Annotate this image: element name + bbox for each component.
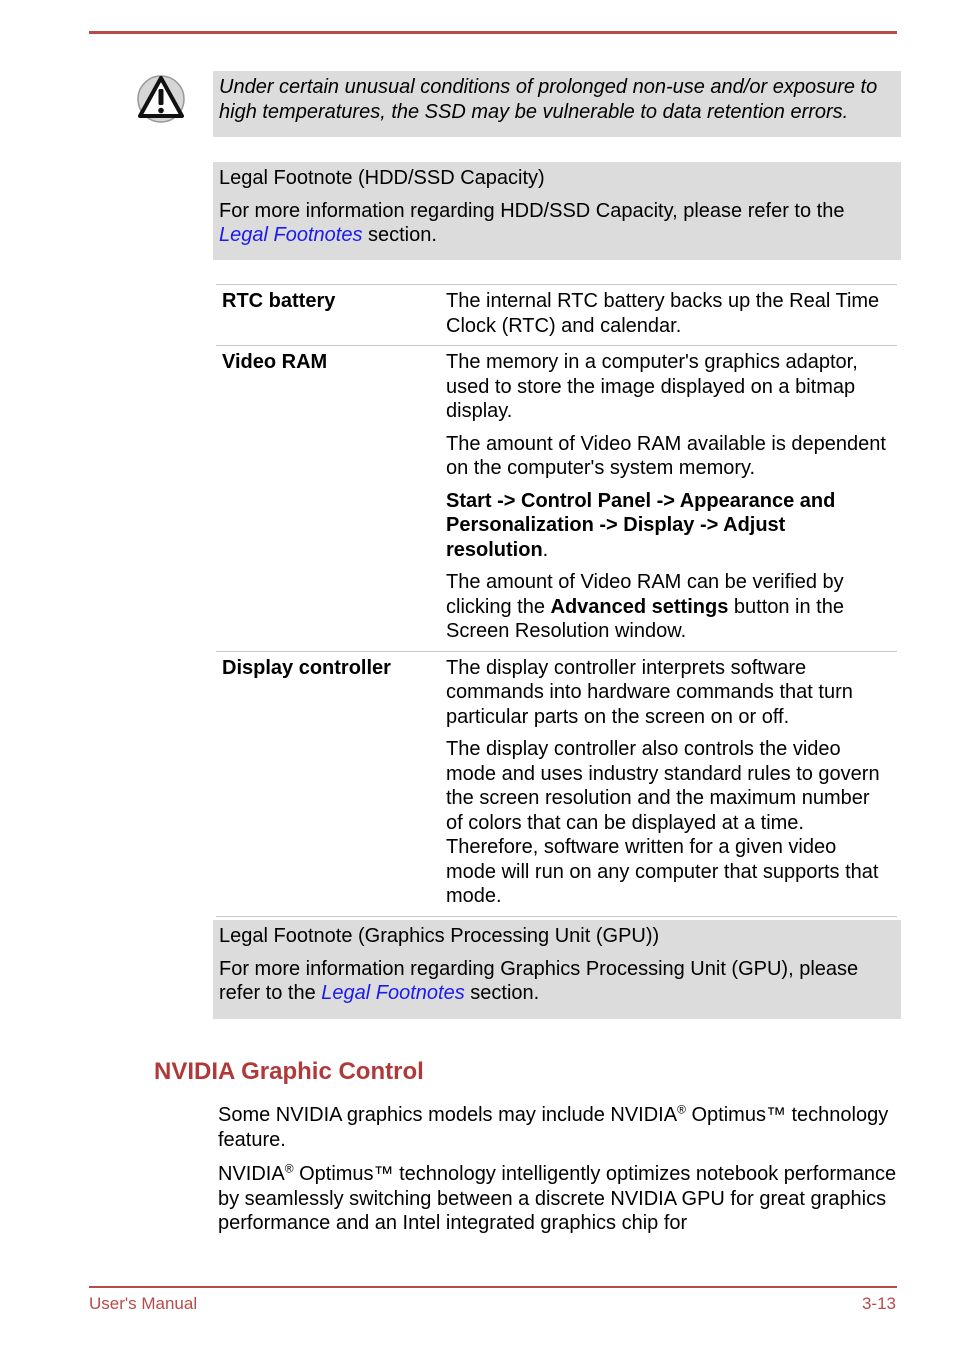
section-title-nvidia: NVIDIA Graphic Control <box>154 1058 424 1085</box>
table-row-rtc <box>216 285 897 346</box>
vram-menu-path: Start -> Control Panel -> Appearance and Personalization -> Display -> Adjust resolution. <box>446 489 836 561</box>
table-row-display-controller <box>216 651 897 916</box>
warning-triangle-icon <box>136 72 186 124</box>
nvidia-para-2: NVIDIA® Optimus™ technology intelligently optimizes notebook performance by seamlessly switching between a discrete NVIDIA GPU for great graphics performance and an Intel integrated graphics chip for <box>218 1161 897 1234</box>
spec-table <box>216 284 897 917</box>
legal-footnote-gpu-text: For more information regarding Graphics Processing Unit (GPU), please refer to the Legal Footnotes section. <box>219 957 859 1004</box>
nvidia-para-1: Some NVIDIA graphics models may include NVIDIA® Optimus™ technology feature. <box>218 1102 889 1151</box>
legal-footnotes-link-hdd[interactable]: Legal Footnotes <box>219 224 363 246</box>
display-para-2: The display controller also controls the video mode and uses industry standard rules to govern the screen resolution and the maximum number of colors that can be displayed at a time. Therefore, software written for a given video mode will run on any computer that supports that mode. <box>446 738 880 907</box>
legal-footnote-gpu-title: Legal Footnote (Graphics Processing Unit (GPU)) <box>219 925 660 947</box>
ssd-warning-box <box>213 71 901 137</box>
desc-display-controller <box>440 651 897 916</box>
term-rtc-battery: RTC battery <box>216 285 440 346</box>
legal-footnotes-link-gpu[interactable]: Legal Footnotes <box>321 982 465 1004</box>
display-para-1: The display controller interprets software commands into hardware commands that turn particular parts on the screen on or off. <box>446 656 853 728</box>
term-display-controller: Display controller <box>216 651 440 916</box>
legal-footnote-hdd-title: Legal Footnote (HDD/SSD Capacity) <box>219 167 545 189</box>
desc-rtc-battery <box>440 285 897 346</box>
footer-rule <box>89 1286 897 1288</box>
vram-para-2: The amount of Video RAM available is dependent on the computer's system memory. <box>446 432 886 479</box>
legal-footnote-hdd-box <box>213 162 901 260</box>
footer-manual-title: User's Manual <box>89 1294 198 1313</box>
desc-rtc-text: The internal RTC battery backs up the Real Time Clock (RTC) and calendar. <box>446 290 880 337</box>
footer-page-number: 3-13 <box>861 1294 896 1313</box>
term-video-ram: Video RAM <box>216 346 440 652</box>
legal-footnote-gpu-box <box>213 920 901 1019</box>
table-row-video-ram <box>216 346 897 652</box>
vram-para-4: The amount of Video RAM can be verified by clicking the Advanced settings button in the Screen Resolution window. <box>446 571 844 642</box>
nvidia-body <box>218 1103 898 1246</box>
ssd-warning-text: Under certain unusual conditions of prolonged non-use and/or exposure to high temperatures, the SSD may be vulnerable to data retention errors. <box>219 76 878 123</box>
desc-video-ram <box>440 346 897 652</box>
vram-para-1: The memory in a computer's graphics adaptor, used to store the image displayed on a bitmap display. <box>446 351 858 422</box>
header-rule <box>89 31 897 34</box>
legal-footnote-hdd-text: For more information regarding HDD/SSD Capacity, please refer to the Legal Footnotes section. <box>219 199 845 246</box>
